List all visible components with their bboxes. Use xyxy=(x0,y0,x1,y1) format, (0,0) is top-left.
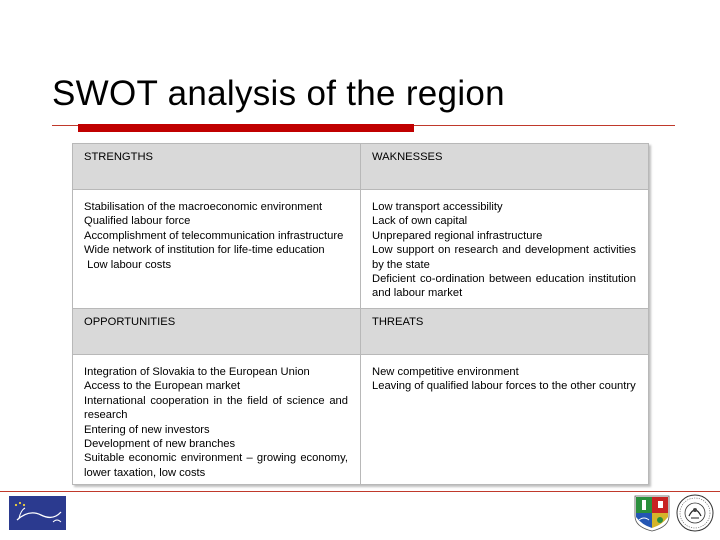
list-item: Suitable economic environment – growing economy, lower taxation, low costs xyxy=(84,452,348,479)
list-item: Entering of new investors xyxy=(84,423,210,436)
weaknesses-heading: WAKNESSES xyxy=(361,144,649,190)
list-item: Lack of own capital xyxy=(372,215,468,228)
list-item: Integration of Slovakia to the European Union xyxy=(84,366,310,378)
list-item: Low labour costs xyxy=(84,258,172,271)
list-item: Stabilisation of the macroeconomic environment xyxy=(84,201,323,213)
list-item: Access to the European market xyxy=(84,380,241,393)
opportunities-list xyxy=(84,365,348,480)
swot-header-row xyxy=(73,144,649,190)
title-underline-accent xyxy=(78,124,414,132)
list-item: Low support on research and development activities by the state xyxy=(372,244,636,271)
list-item: Low transport accessibility xyxy=(372,201,503,213)
list-item: International cooperation in the field of science and research xyxy=(84,394,348,422)
strengths-heading: STRENGTHS xyxy=(73,144,361,190)
list-item: New competitive environment xyxy=(372,366,519,378)
threats-cell xyxy=(361,355,649,485)
list-item: Leaving of qualified labour forces to the other country xyxy=(372,380,636,393)
list-item: Unprepared regional infrastructure xyxy=(372,229,543,242)
footer-divider xyxy=(0,491,720,492)
slide-title: SWOT analysis of the region xyxy=(52,74,505,113)
university-seal-icon xyxy=(675,492,715,534)
swot-header-row xyxy=(73,309,649,355)
weaknesses-list xyxy=(372,200,636,301)
list-item: Accomplishment of telecommunication infrastructure xyxy=(84,229,344,242)
list-item: Wide network of institution for life-time education xyxy=(84,244,325,257)
strengths-list xyxy=(84,200,348,272)
list-item: Deficient co-ordination between education institution and labour market xyxy=(372,273,636,300)
opportunities-cell xyxy=(73,355,361,485)
threats-heading: THREATS xyxy=(361,309,649,355)
list-item: Development of new branches xyxy=(84,438,236,451)
swot-table xyxy=(72,143,649,485)
opportunities-heading: OPPORTUNITIES xyxy=(73,309,361,355)
weaknesses-cell xyxy=(361,190,649,309)
regional-coat-of-arms-icon xyxy=(633,494,671,532)
innovation-logo-icon xyxy=(9,496,66,530)
strengths-cell xyxy=(73,190,361,309)
threats-list xyxy=(372,365,636,394)
list-item: Qualified labour force xyxy=(84,215,191,228)
swot-body-row xyxy=(73,355,649,485)
swot-body-row xyxy=(73,190,649,309)
